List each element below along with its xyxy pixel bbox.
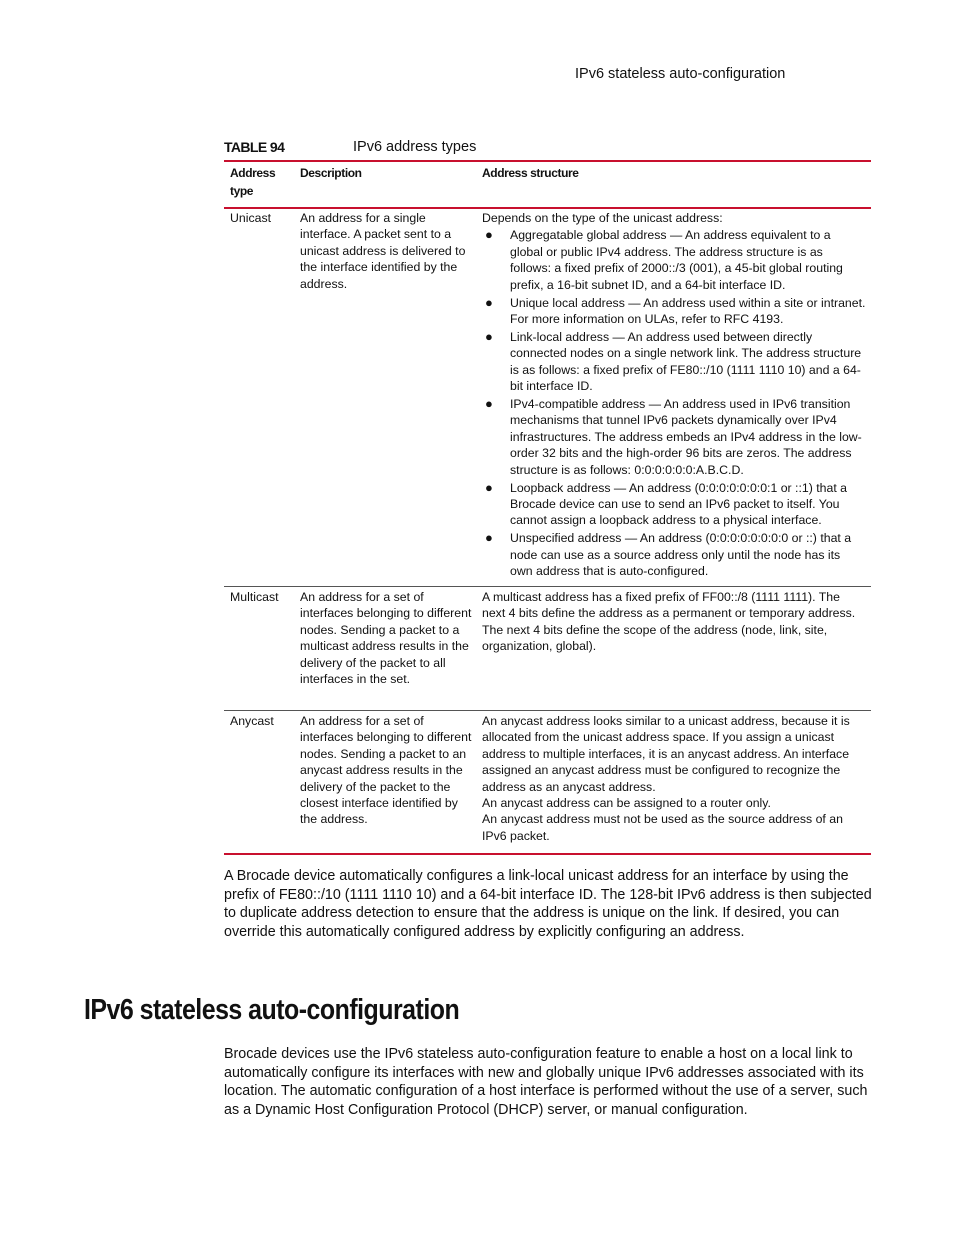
bullet-text: IPv4-compatible address — An address used in IPv6 transition mechanisms that tunnel IPv6 packets dynamically over IPv4 infrastructures. The address embeds an IPv4 address in the low-order 32 bits and the high-order 96 bits are zeros. The address structure is as follows: 0:0:0:0:0:0:A.B.C.D. bbox=[510, 396, 862, 477]
anycast-structure-line: An anycast address can be assigned to a router only. bbox=[482, 796, 771, 811]
row-multicast-description: An address for a set of interfaces belonging to different nodes. Sending a packet to a multicast address results in the delivery of the packet to all interfaces in the set. bbox=[300, 590, 472, 687]
bullet-icon: ● bbox=[485, 328, 493, 344]
row-anycast-type: Anycast bbox=[230, 714, 274, 728]
row-unicast-description: An address for a single interface. A packet sent to a unicast address is delivered to the interface identified by the address. bbox=[300, 211, 466, 291]
bullet-icon: ● bbox=[485, 294, 493, 310]
row-multicast-type: Multicast bbox=[230, 590, 279, 604]
header-type-line1: Address bbox=[230, 166, 276, 180]
header-type-line2: type bbox=[230, 184, 254, 198]
unicast-bullet-list bbox=[482, 227, 866, 579]
anycast-structure-line: An anycast address looks similar to a unicast address, because it is allocated from the unicast address space. If you assign a unicast address to multiple interfaces, it is an anycast address. An interface assigned an anycast address must be configured to recognize the address as an anycast address. bbox=[482, 714, 850, 794]
list-item bbox=[482, 480, 866, 529]
table-header-rule bbox=[224, 207, 871, 209]
list-item bbox=[482, 295, 866, 328]
body-paragraph-1: A Brocade device automatically configures a link-local unicast address for an interface by using the prefix of FE80::/10 (1111 1110 10) and a 64-bit interface ID. The 128-bit IPv6 address is then subjected to duplicate address detection to ensure that the address is unique on the link. If desired, you can override this automatically configured address by explicitly configuring an address. bbox=[224, 868, 872, 940]
header-description: Description bbox=[300, 166, 362, 180]
row-divider bbox=[224, 586, 871, 587]
row-anycast-description: An address for a set of interfaces belonging to different nodes. Sending a packet to an anycast address results in the delivery of the packet to the closest interface identified by the address. bbox=[300, 714, 472, 827]
row-anycast-structure bbox=[482, 713, 866, 844]
unicast-structure-intro: Depends on the type of the unicast address: bbox=[482, 211, 723, 225]
row-unicast-type: Unicast bbox=[230, 211, 272, 225]
list-item bbox=[482, 227, 866, 293]
bullet-icon: ● bbox=[485, 395, 493, 411]
table-caption bbox=[224, 139, 871, 161]
section-heading: IPv6 stateless auto-configuration bbox=[84, 994, 460, 1026]
row-multicast-structure: A multicast address has a fixed prefix of FF00::/8 (1111 1111). The next 4 bits define the address as a permanent or temporary address. The next 4 bits define the scope of the address (node, link, site, organization, global). bbox=[482, 590, 856, 654]
list-item bbox=[482, 329, 866, 395]
table-title: IPv6 address types bbox=[353, 139, 477, 155]
anycast-structure-line: An anycast address must not be used as the source address of an IPv6 packet. bbox=[482, 812, 843, 843]
bullet-icon: ● bbox=[485, 530, 493, 546]
bullet-icon: ● bbox=[485, 227, 493, 243]
running-header: IPv6 stateless auto-configuration bbox=[575, 66, 786, 82]
list-item bbox=[482, 530, 866, 579]
table-bottom-rule bbox=[224, 853, 871, 855]
bullet-text: Unspecified address — An address (0:0:0:0:0:0:0:0 or ::) that a node can use as a source address only until the node has its own address that is auto-configured. bbox=[510, 531, 852, 579]
list-item bbox=[482, 396, 866, 478]
row-divider bbox=[224, 710, 871, 711]
header-address-type bbox=[230, 164, 275, 200]
table-number: TABLE 94 bbox=[224, 139, 285, 155]
bullet-text: Aggregatable global address — An address equivalent to a global or public IPv4 address. The address structure is as follows: a fixed prefix of 2000::/3 (001), a 45-bit global routing prefix, a 16-bit subnet ID, and a 64-bit interface ID. bbox=[510, 228, 843, 292]
bullet-text: Unique local address — An address used within a site or intranet. For more information on ULAs, refer to RFC 4193. bbox=[510, 295, 866, 326]
bullet-text: Loopback address — An address (0:0:0:0:0:0:0:1 or ::1) that a Brocade device can use to send an IPv6 packet to itself. You cannot assign a loopback address to a physical interface. bbox=[510, 480, 848, 528]
body-paragraph-2: Brocade devices use the IPv6 stateless auto-configuration feature to enable a host on a local link to automatically configure its interfaces with new and globally unique IPv6 addresses associated with its location. The automatic configuration of a host interface is performed without the use of a server, such as a Dynamic Host Configuration Protocol (DHCP) server, or manual configuration. bbox=[224, 1046, 868, 1118]
table-top-rule bbox=[224, 160, 871, 162]
header-address-structure: Address structure bbox=[482, 166, 579, 180]
bullet-icon: ● bbox=[485, 479, 493, 495]
row-unicast-structure bbox=[482, 210, 866, 581]
bullet-text: Link-local address — An address used between directly connected nodes on a single network link. The address structure is as follows: a fixed prefix of FE80::/10 (1111 1110 10) and a 64-bit interface ID. bbox=[510, 329, 862, 394]
